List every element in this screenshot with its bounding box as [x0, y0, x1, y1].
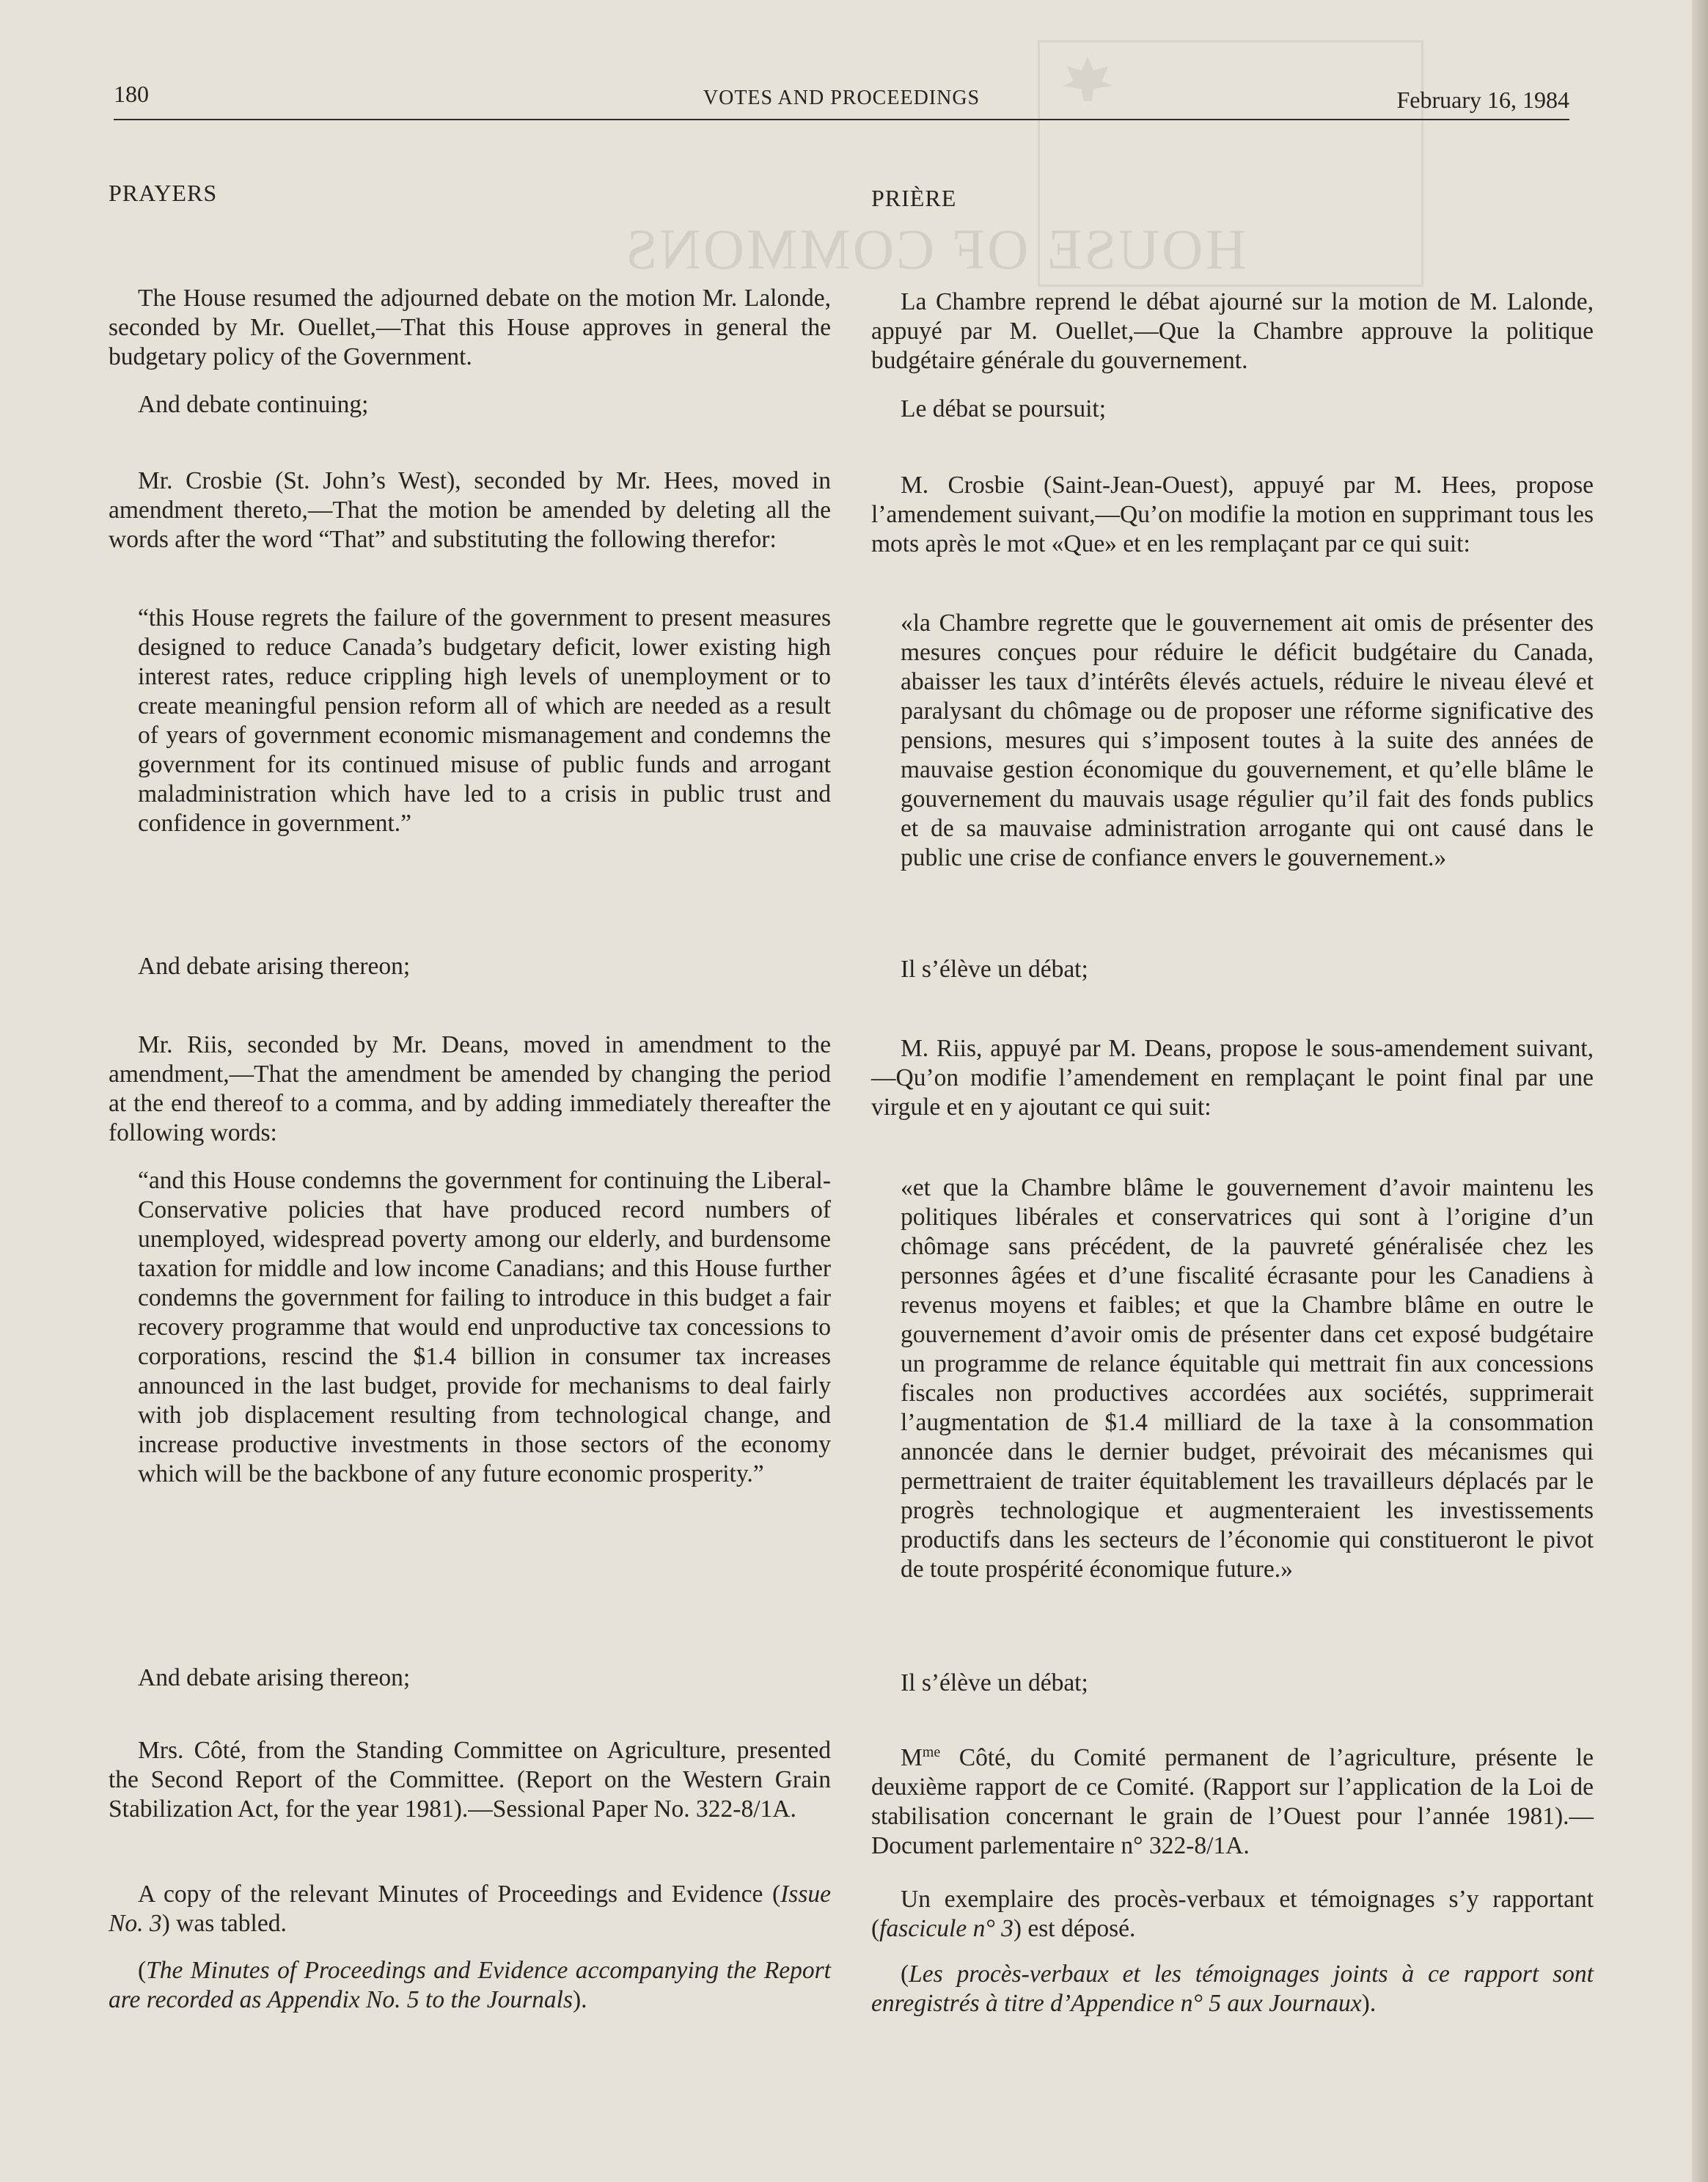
french-p7-prefix: M [901, 1744, 923, 1771]
english-p9-open: ( [138, 1957, 147, 1984]
french-subamendment-quote: «et que la Chambre blâme le gouvernement d’avoir maintenu les politiques libérales et conservatrices qui sont à l’origine d’un chômage sans précédent, de la pauvreté généralisée chez les personnes âgées et d’une fiscalité écrasante pour les Canadiens à revenus moyens et faibles; et que la Chambre blâme en outre le gouvernement d’avoir omis de présenter dans cet exposé budgétaire un programme de relance équitable qui mettrait fin aux concessions fiscales non productives accordées aux sociétés, supprimerait l’augmentation de $1.4 milliard de la taxe à la consommation annoncée dans le dernier budget, prévoirait des mécanismes qui permettraient de traiter équitablement les travailleurs déplacés par le progrès technologique et augmenteraient les investissements productifs dans les secteurs de l’économie qui constitueront le pivot de toute prospérité économique future.» [901, 1174, 1594, 1583]
english-paragraph-2: And debate continuing; [138, 391, 369, 418]
french-paragraph-4: Il s’élève un débat; [901, 956, 1088, 983]
english-subamendment-quote: “and this House condemns the government for continuing the Liberal-Conservative policies that have produced record numbers of unemployed, widespread poverty among our elderly, and burdensome taxation for middle and low income Canadians; and this House further condemns the government for failing to introduce in this budget a fair recovery programme that would end unproductive tax concessions to corporations, rescind the $1.4 billion in consumer tax increases announced in the last budget, provide for mechanisms to deal fairly with job displacement resulting from technological change, and increase productive investments in those sectors of the economy which will be the backbone of any future economic prosperity.” [138, 1167, 831, 1487]
french-p9-open: ( [901, 1960, 909, 1988]
english-paragraph-8 [109, 1880, 831, 1938]
english-p9-close: ). [573, 1986, 587, 2013]
french-paragraph-5: M. Riis, appuyé par M. Deans, propose le sous-amendement suivant,—Qu’on modifie l’amendement en remplaçant le point final par une virgule et en y ajoutant ce qui suit: [871, 1035, 1594, 1121]
english-paragraph-9 [109, 1956, 831, 2015]
english-amendment-quote: “this House regrets the failure of the government to present measures designed to reduce Canada’s budgetary deficit, lower existing high interest rates, reduce crippling high levels of unemployment or to create meaningful pension reform all of which are needed as a result of years of government economic mismanagement and condemns the government for its continued misuse of public funds and arrogant maladministration which have led to a crisis in public trust and confidence in government.” [138, 604, 831, 837]
english-paragraph-1: The House resumed the adjourned debate on the motion Mr. Lalonde, seconded by Mr. Ouellet,—That this House approves in general the budgetary policy of the Government. [109, 285, 831, 370]
french-paragraph-8 [871, 1885, 1594, 1944]
english-paragraph-7: Mrs. Côté, from the Standing Committee on Agriculture, presented the Second Report of the Committee. (Report on the Western Grain Stabilization Act, for the year 1981).—Sessional Paper No. 322-8/1A. [109, 1737, 831, 1823]
english-p8-end: ) was tabled. [161, 1910, 287, 1937]
french-paragraph-1: La Chambre reprend le débat ajourné sur la motion de M. Lalonde, appuyé par M. Ouellet,—Que la Chambre approuve la politique budgétaire générale du gouvernement. [871, 288, 1594, 374]
publication-title: VOTES AND PROCEEDINGS [703, 87, 981, 109]
show-through-text: HOUSE OF COMMONS [623, 217, 1247, 281]
running-header [114, 81, 1569, 120]
french-paragraph-3: M. Crosbie (Saint-Jean-Ouest), appuyé par M. Hees, propose l’amendement suivant,—Qu’on modifie la motion en supprimant tous les mots après le mot «Que» et en les remplaçant par ce qui suit: [871, 472, 1594, 557]
english-paragraph-3: Mr. Crosbie (St. John’s West), seconded by Mr. Hees, moved in amendment thereto,—That the motion be amended by deleting all the words after the word “That” and substituting the following therefor: [109, 467, 831, 553]
page-number: 180 [114, 81, 149, 107]
french-p8-end: ) est déposé. [1013, 1915, 1136, 1942]
french-paragraph-9 [871, 1960, 1594, 2018]
french-paragraph-6: Il s’élève un débat; [901, 1669, 1088, 1696]
french-p9-text: Les procès-verbaux et les témoignages joints à ce rapport sont enregistrés à titre d’Appendice n° 5 aux Journaux [871, 1960, 1594, 2017]
english-paragraph-4: And debate arising thereon; [138, 953, 411, 980]
english-p9-text: The Minutes of Proceedings and Evidence accompanying the Report are recorded as Appendix No. 5 to the Journals [109, 1957, 831, 2013]
french-paragraph-2: Le débat se poursuit; [901, 395, 1107, 422]
english-p8-text: A copy of the relevant Minutes of Proceedings and Evidence ( [138, 1881, 781, 1908]
french-amendment-quote: «la Chambre regrette que le gouvernement ait omis de présenter des mesures conçues pour réduire le déficit budgétaire du Canada, abaisser les taux d’intérêts élevés actuels, réduire le niveau élevé et paralysant du chômage ou de proposer une réforme significative des pensions, mesures qui s’imposent toutes à la suite des années de mauvaise gestion économique du gouvernement, et qu’elle blâme le gouvernement du mauvais usage régulier qu’il fait des fonds publics et de sa mauvaise administration arrogante qui ont causé dans le public une crise de confiance envers le gouvernement.» [901, 609, 1594, 871]
english-p8-issue: Issue No. 3 [109, 1881, 831, 1937]
french-heading: PRIÈRE [871, 185, 957, 211]
french-p8-text: Un exemplaire des procès-verbaux et témoignages s’y rapportant ( [871, 1886, 1594, 1942]
english-paragraph-6: And debate arising thereon; [138, 1664, 411, 1691]
page-edge-shadow [1692, 0, 1708, 2182]
french-paragraph-7 [871, 1743, 1594, 1861]
french-p9-close: ). [1361, 1990, 1377, 2017]
french-p7-superscript: me [922, 1743, 941, 1760]
page-date: February 16, 1984 [1396, 87, 1569, 113]
french-p7-text: Côté, du Comité permanent de l’agriculture, présente le deuxième rapport de ce Comité. (Rapport sur l’application de la Loi de stabilisation concernant le grain de l’Ouest pour l’année 1981).—Document parlementaire n° 322-8/1A. [871, 1744, 1594, 1859]
english-paragraph-5: Mr. Riis, seconded by Mr. Deans, moved in amendment to the amendment,—That the amendment be amended by changing the period at the end thereof to a comma, and by adding immediately thereafter the following words: [109, 1031, 831, 1146]
english-heading: PRAYERS [109, 180, 218, 206]
french-p8-issue: fascicule n° 3 [879, 1915, 1014, 1942]
